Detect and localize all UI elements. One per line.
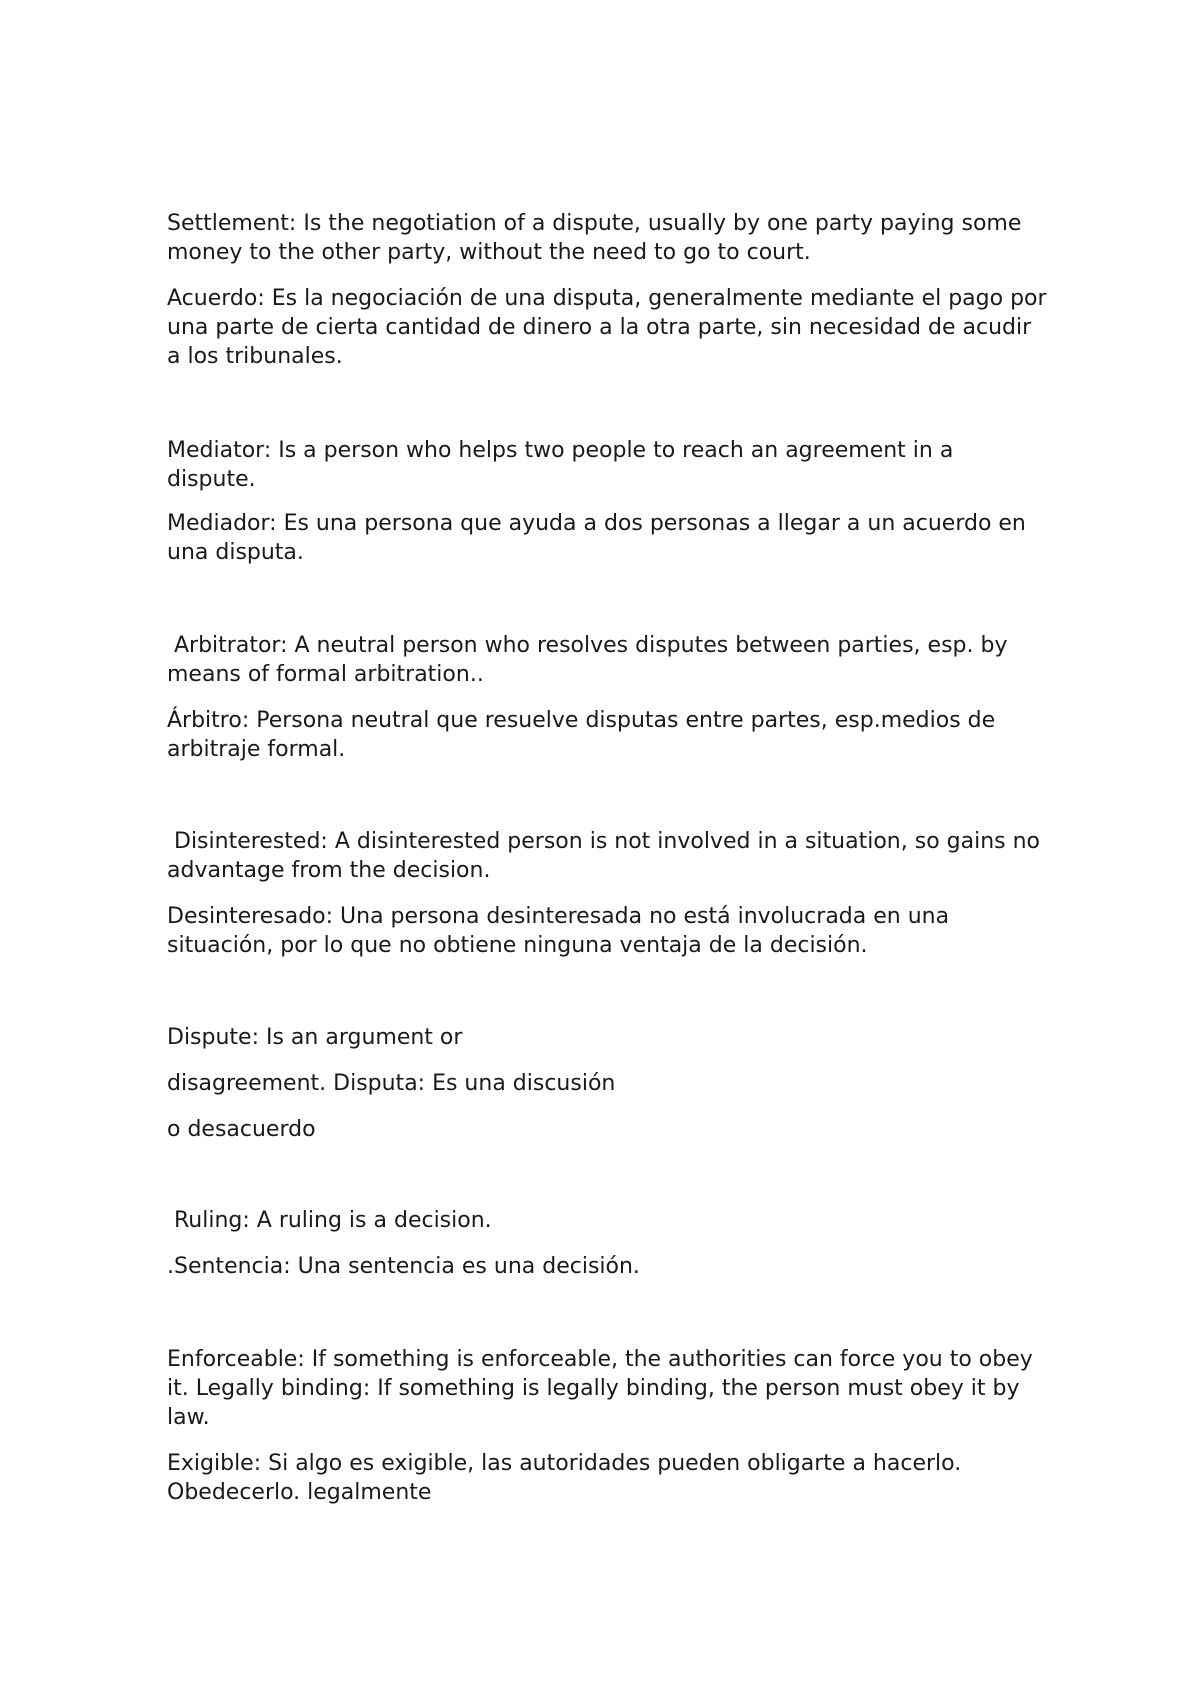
settlement-definition-en: Settlement: Is the negotiation of a dispute, usually by one party paying some money to the other party, without the need to go to court. [167,211,1029,265]
arbitrator-definition-es: Árbitro: Persona neutral que resuelve disputas entre partes, esp.medios de arbitraje formal. [167,708,1003,762]
dispute-definition-line-2: disagreement. Disputa: Es una discusión [167,1071,616,1096]
mediator-definition-es: Mediador: Es una persona que ayuda a dos personas a llegar a un acuerdo en una disputa. [167,511,1033,565]
arbitrator-definition-en: Arbitrator: A neutral person who resolves disputes between parties, esp. by means of formal arbitration.. [167,633,1015,687]
disinterested-definition-en: Disinterested: A disinterested person is not involved in a situation, so gains no advantage from the decision. [167,829,1048,883]
dispute-definition-line-3: o desacuerdo [167,1117,316,1142]
settlement-definition-es: Acuerdo: Es la negociación de una disputa, generalmente mediante el pago por una parte de cierta cantidad de dinero a la otra parte, sin necesidad de acudir a los tribunales. [167,286,1054,369]
dispute-definition-line-1: Dispute: Is an argument or [167,1025,463,1050]
enforceable-definition-es: Exigible: Si algo es exigible, las autoridades pueden obligarte a hacerlo. Obedecerlo. legalmente [167,1451,969,1505]
mediator-definition-en: Mediator: Is a person who helps two people to reach an agreement in a dispute. [167,438,961,492]
enforceable-definition-en: Enforceable: If something is enforceable, the authorities can force you to obey it. Legally binding: If something is legally binding, the person must obey it by law. [167,1347,1040,1430]
ruling-definition-es: .Sentencia: Una sentencia es una decisión. [167,1254,640,1279]
disinterested-definition-es: Desinteresado: Una persona desinteresada no está involucrada en una situación, por lo que no obtiene ninguna ventaja de la decisión. [167,904,957,958]
ruling-definition-en: Ruling: A ruling is a decision. [167,1208,492,1233]
